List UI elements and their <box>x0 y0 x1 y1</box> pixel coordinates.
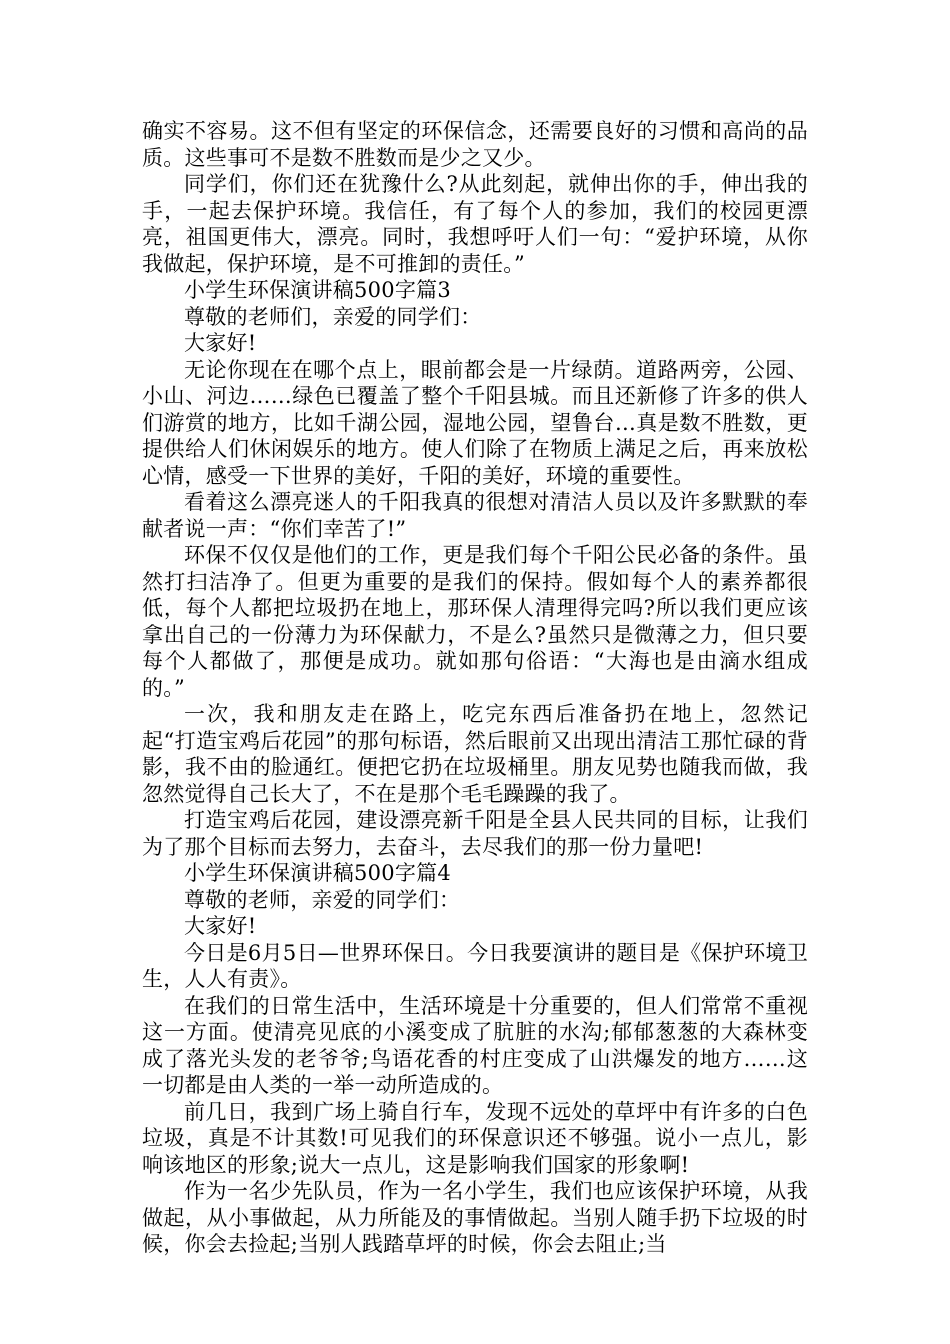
greeting: 大家好! <box>184 331 257 355</box>
paragraph: 在我们的日常生活中，生活环境是十分重要的，但人们常常不重视这一方面。使清亮见底的小溪变成了肮脏的水沟;郁郁葱葱的大森林变成了落光头发的老爷爷;鸟语花香的村庄变成了山洪爆发的地方……这一切都是由人类的一举一动所造成的。 <box>142 993 808 1097</box>
salutation: 尊敬的老师们，亲爱的同学们： <box>184 304 482 329</box>
section-heading: 小学生环保演讲稿500字篇3 <box>184 278 451 302</box>
paragraph: 确实不容易。这不但有坚定的环保信念，还需要良好的习惯和高尚的品质。这些事可不是数不胜数而是少之又少。 <box>142 119 808 170</box>
paragraph: 今日是6月5日—世界环保日。今日我要演讲的题目是《保护环境卫生，人人有责》。 <box>142 940 808 991</box>
section-heading: 小学生环保演讲稿500字篇4 <box>184 861 451 885</box>
paragraph: 打造宝鸡后花园，建设漂亮新千阳是全县人民共同的目标，让我们为了那个目标而去努力，去奋斗，去尽我们的那一份力量吧! <box>142 808 808 859</box>
paragraph: 环保不仅仅是他们的工作，更是我们每个千阳公民必备的条件。虽然打扫洁净了。但更为重要的是我们的保持。假如每个人的素养都很低，每个人都把垃圾扔在地上，那环保人清理得完吗?所以我们更应该拿出自己的一份薄力为环保献力，不是么?虽然只是微薄之力，但只要每个人都做了，那便是成功。就如那句俗语：“大海也是由滴水组成的。” <box>142 543 808 700</box>
paragraph: 一次，我和朋友走在路上，吃完东西后准备扔在地上，忽然记起“打造宝鸡后花园”的那句标语，然后眼前又出现出清洁工那忙碌的背影，我不由的脸通红。便把它扔在垃圾桶里。朋友见势也随我而做，我忽然觉得自己长大了，不在是那个毛毛躁躁的我了。 <box>142 702 808 806</box>
salutation: 尊敬的老师，亲爱的同学们： <box>184 887 461 912</box>
paragraph: 前几日，我到广场上骑自行车，发现不远处的草坪中有许多的白色垃圾，真是不计其数!可见我们的环保意识还不够强。说小一点儿，影响该地区的形象;说大一点儿，这是影响我们国家的形象啊! <box>142 1099 808 1177</box>
paragraph: 作为一名少先队员，作为一名小学生，我们也应该保护环境，从我做起，从小事做起，从力所能及的事情做起。当别人随手扔下垃圾的时候，你会去捡起;当别人践踏草坪的时候，你会去阻止;当 <box>142 1179 808 1256</box>
paragraph: 无论你现在在哪个点上，眼前都会是一片绿荫。道路两旁，公园、小山、河边……绿色已覆盖了整个千阳县城。而且还新修了许多的供人们游赏的地方，比如千湖公园，湿地公园，望鲁台…真是数不胜数，更提供给人们休闲娱乐的地方。使人们除了在物质上满足之后，再来放松心情，感受一下世界的美好，千阳的美好，环境的重要性。 <box>142 357 808 488</box>
paragraph: 同学们，你们还在犹豫什么?从此刻起，就伸出你的手，伸出我的手，一起去保护环境。我信任，有了每个人的参加，我们的校园更漂亮，祖国更伟大，漂亮。同时，我想呼吁人们一句：“爱护环境，从你我做起，保护环境，是不可推卸的责任。” <box>142 172 808 276</box>
document-body <box>142 118 808 1258</box>
paragraph: 看着这么漂亮迷人的千阳我真的很想对清洁人员以及许多默默的奉献者说一声：“你们幸苦了!” <box>142 490 808 541</box>
greeting: 大家好! <box>184 914 257 938</box>
